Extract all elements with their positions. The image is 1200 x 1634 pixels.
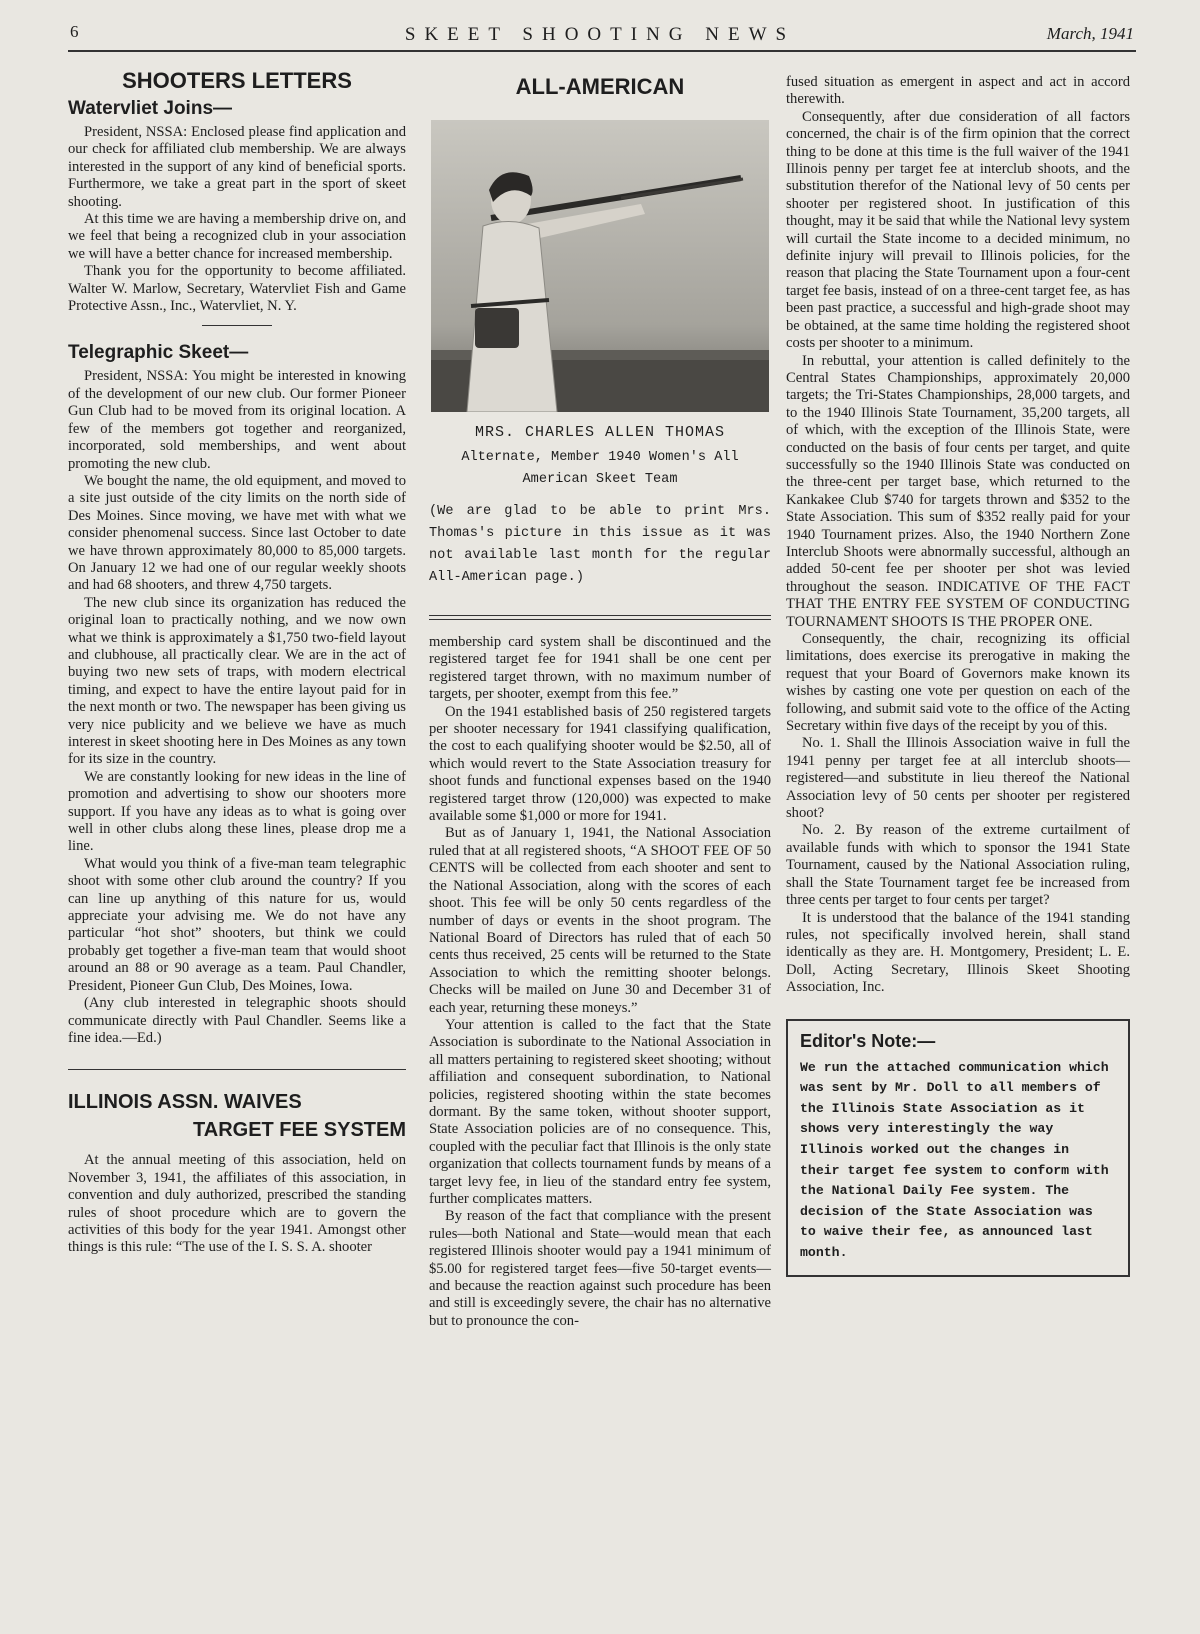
telegraphic-paragraph: We bought the name, the old equipment, and moved to a site just outside of the city limits on the north side of Des Moines. Since moving, we have met with what we consider phenomenal success. Since last October to date we have thrown approximately 80,000 to 85,000 targets. On January 12 we had one of our regular weekly shoots and had 68 shooters, and threw 4,750 targets. — [68, 472, 406, 594]
section-divider — [68, 1069, 406, 1070]
body-paragraph: No. 1. Shall the Illinois Association waive in full the 1941 penny per target fee at all interclub shoots—registered—and substitute in lieu thereof the National Association levy of 50 cents per shooter per registered shoot? — [786, 735, 1130, 822]
body-paragraph: Consequently, the chair, recognizing its official limitations, does exercise its prerogative in making the request that your Board of Governors make known its wishes by casting one vote per question on each of the following, and submit said vote to the office of the Acting Secretary within five days of the receipt by you of this. — [786, 631, 1130, 735]
watervliet-paragraph: President, NSSA: Enclosed please find application and our check for affiliated club membership. We are always interested in the support of any kind of beneficial sports. Furthermore, we take a great part in the sport of skeet shooting. — [68, 124, 406, 210]
body-paragraph: On the 1941 established basis of 250 registered targets per shooter necessary for 1941 classifying qualification, the cost to each qualifying shooter would be $2.50, all of which would revert to the State Association treasury for shoot funds and functional expenses based on the 1940 registered target throw (120,000) was expected to make available some $1,000 or more for 1941. — [429, 703, 771, 825]
telegraphic-paragraph: The new club since its organization has reduced the original loan to practically nothing, and we now own what we think is approximately a $1,750 two-field layout and clubhouse, all practically clear. We are in the act of buying two new sets of traps, with modern electrical timing, and expect to have the entire layout paid for in the next month or two. The newspaper has been giving us very nice publicity and we believe we have as much interest in skeet shooting here in Des Moines as any town for its size in the country. — [68, 594, 406, 768]
shooters-letters-heading: SHOOTERS LETTERS — [122, 68, 352, 93]
page-number: 6 — [70, 22, 79, 41]
section-divider — [202, 325, 272, 326]
body-paragraph: In rebuttal, your attention is called definitely to the Central States Championships, approximately 20,000 targets; the Tri-States Championships, 28,000 targets, and to the 1940 Illinois State Tournament, 35,200 targets, all of which, with the exception of the Illinois State, were conducted on the basis of four cents per target, and quite successfully so the 1940 Illinois State was conducted on the three-cent per target base, which returned to the Kankakee Club $740 for targets thrown and $352 to the State Association. This sum of $352 really paid for your 1940 Tournament prizes. Also, the 1940 Northern Zone Interclub Shoots were abnormally successful, although an added 50-cent fee per shooter per shot was levied throughout the season. INDICATIVE OF THE FACT THAT THE ENTRY FEE SYSTEM OF CONDUCTING TOURNAMENT SHOOTS IS THE PROPER ONE. — [786, 352, 1130, 630]
column-left — [68, 62, 406, 1257]
telegraphic-paragraph: (Any club interested in telegraphic shoots should communicate directly with Paul Chandler. Seems like a fine idea.—Ed.) — [68, 995, 406, 1046]
body-paragraph: It is understood that the balance of the 1941 standing rules, not specifically involved herein, shall stand identically as they are. H. Montgomery, President; L. E. Doll, Acting Secretary, Illinois Skeet Shooting Association, Inc. — [786, 909, 1130, 996]
watervliet-paragraph: Thank you for the opportunity to become affiliated. Walter W. Marlow, Secretary, Watervliet Fish and Game Protective Assn., Inc., Watervliet, N. Y. — [68, 263, 406, 315]
body-paragraph: Consequently, after due consideration of all factors concerned, the chair is of the firm opinion that the correct thing to be done at this time is the full waiver of the 1941 Illinois penny per target fee at interclub shoots, and the substitution therefor of the National levy of 50 cents per shooter per registered shoot. In justification of this thought, may it be said that while the National levy system will curtail the State income to a decided minimum, no definite injury will prevail to Illinois policies, for the reason that placing the State Tournament upon a four-cent target fee basis, instead of on a three-cent target fee, as has been past practice, a successful and high-grade shoot may be obtained, at the same time holding the registered shoot costs per shooter to a minimum. — [786, 108, 1130, 352]
column-middle — [429, 62, 771, 1330]
telegraphic-heading: Telegraphic Skeet— — [68, 342, 249, 364]
watervliet-paragraph: At this time we are having a membership drive on, and we feel that being a recognized club in your association we will have a better chance for increased membership. — [68, 211, 406, 262]
telegraphic-paragraph: President, NSSA: You might be interested in knowing of the development of our new club. Our former Pioneer Gun Club had to be moved from its original location. A few of the members got together and reorganized, incorporated, sold memberships, and went about promoting the new club. — [68, 368, 406, 472]
illinois-heading-line2: TARGET FEE SYSTEM — [193, 1119, 406, 1142]
telegraphic-paragraph: What would you think of a five-man team telegraphic shoot with some other club around the country? If you can line up anything of this nature for us, would appreciate your advising me. We do not have any particular “hot shot” shooters, but think we could probably get together a five-man team that would shoot around an 88 or 90 average as a team. Paul Chandler, President, Pioneer Gun Club, Des Moines, Iowa. — [68, 855, 406, 994]
shooter-photo-image — [431, 120, 769, 412]
body-paragraph: Your attention is called to the fact that the State Association is subordinate to the National Association in all matters pertaining to registered skeet shooting; without affiliation and consequent subordination, to National policies, registered shooting within the state becomes dormant. By the same token, without shooter support, State Association policies are of no consequence. This, coupled with the peculiar fact that Illinois is the only state organization that collects tournament funds by means of a target levy fee, in lieu of the standard entry fee system, further complicates matters. — [429, 1016, 771, 1207]
body-paragraph: membership card system shall be discontinued and the registered target fee for 1941 shall be one cent per registered target thrown, with no maximum number of targets, per shooter, exempt from this fee.” — [429, 634, 771, 703]
photo-caption-name: MRS. CHARLES ALLEN THOMAS — [474, 424, 726, 441]
editors-note-box — [786, 1019, 1130, 1278]
photo-caption-subtitle: Alternate, Member 1940 Women's All American Skeet Team — [461, 450, 739, 487]
body-paragraph: No. 2. By reason of the extreme curtailment of available funds with which to sponsor the 1941 State Tournament, caused by the National Association ruling, shall the State Tournament target fee be increased from three cents per target to four cents per target? — [786, 822, 1130, 909]
issue-date: March, 1941 — [1046, 24, 1134, 43]
shooter-photo — [431, 120, 769, 412]
all-american-heading: ALL-AMERICAN — [515, 74, 685, 99]
illinois-paragraph: At the annual meeting of this association, held on November 3, 1941, the affiliates of this association, in convention and duly authorized, prescribed the standing rules of shoot procedure which are to govern the activities of this body for the year 1941. Amongst other things is this rule: “The use of the I. S. S. A. shooter — [68, 1152, 406, 1256]
editors-note-title: Editor's Note:— — [800, 1030, 936, 1051]
illinois-heading-line1: ILLINOIS ASSN. WAIVES — [68, 1091, 302, 1114]
watervliet-heading: Watervliet Joins— — [68, 98, 233, 119]
editors-note-body: We run the attached communication which was sent by Mr. Doll to all members of the Illinois State Association as it shows very interestingly the way Illinois worked out the changes in their target fee system to conform with the National Daily Fee system. The decision of the State Association was to waive their fee, as announced last month. — [800, 1059, 1109, 1260]
body-paragraph: fused situation as emergent in aspect and act in accord therewith. — [786, 74, 1130, 108]
section-double-rule — [429, 615, 771, 620]
telegraphic-paragraph: We are constantly looking for new ideas in the line of promotion and advertising to show our shooters more support. If you have any ideas as to what is going over well in other clubs along these lines, please drop me a line. — [68, 768, 406, 855]
column-right — [786, 62, 1130, 1277]
photo-caption-note: (We are glad to be able to print Mrs. Thomas's picture in this issue as it was not available last month for the regular All-American page.) — [429, 504, 771, 585]
body-paragraph: But as of January 1, 1941, the National Association ruled that at all registered shoots, “A SHOOT FEE OF 50 CENTS will be collected from each shooter and sent to the National Association, along with the scores of each shoot. This fee will be only 50 cents regardless of the number of days or events in the shoot program. The National Board of Directors has ruled that of each 50 cents thus received, 25 cents will be returned to the State Association to which the remitting shooter belongs. Checks will be mailed on June 30 and December 31 of each year, returning these moneys.” — [429, 825, 771, 1016]
header-rule — [68, 50, 1136, 52]
body-paragraph: By reason of the fact that compliance with the present rules—both National and State—would mean that each registered Illinois shooter would pay a 1941 minimum of $5.00 for registered target fees—five 50-target events—and because the reaction against such procedure has been and still is exceedingly severe, the chair has no alternative but to pronounce the con- — [429, 1208, 771, 1329]
magazine-title: SKEET SHOOTING NEWS — [404, 24, 796, 45]
